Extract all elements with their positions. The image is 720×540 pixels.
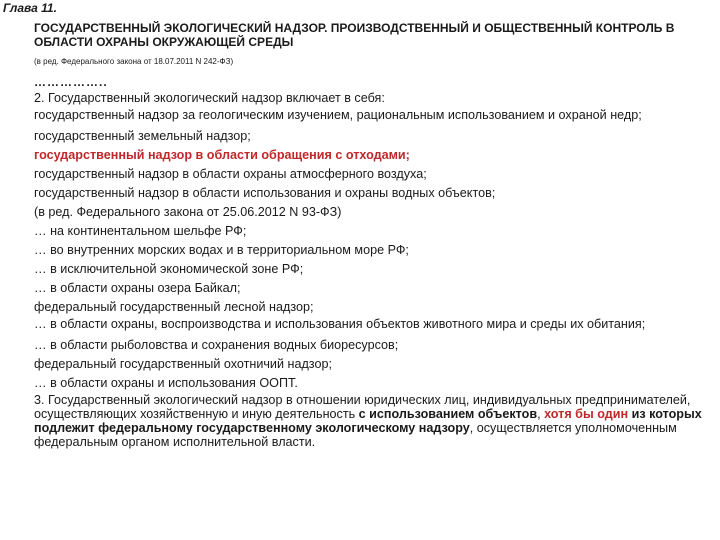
final-text: 3. Государственный экологический надзор в отношении юридических лиц, индивидуальных предпринимателей, осуществляющих хозяйственную и иную деятельность — [34, 393, 691, 421]
body-line: … на континентальном шельфе РФ; — [34, 224, 247, 238]
body-line: (в ред. Федерального закона от 25.06.2012 N 93-ФЗ) — [34, 205, 342, 219]
body-line: … во внутренних морских водах и в территориальном море РФ; — [34, 243, 409, 257]
highlighted-line-waste: государственный надзор в области обращения с отходами; — [34, 148, 410, 162]
body-line: … в области охраны, воспроизводства и использования объектов животного мира и среды их обитания; — [34, 317, 646, 331]
body-line: государственный земельный надзор; — [34, 129, 251, 143]
ellipsis-placeholder: …………….. — [34, 75, 108, 89]
redaction-note: (в ред. Федерального закона от 18.07.2011 N 242-ФЗ) — [34, 57, 234, 66]
body-line: государственный надзор в области использования и охраны водных объектов; — [34, 186, 496, 200]
final-bold-federal-supervision: из которых подлежит федеральному государственному экологическому надзору — [34, 407, 702, 435]
document-body — [34, 89, 714, 454]
final-text: , осуществляется уполномоченным федеральным органом исполнительной власти. — [34, 421, 677, 449]
chapter-heading: ГОСУДАРСТВЕННЫЙ ЭКОЛОГИЧЕСКИЙ НАДЗОР. ПРОИЗВОДСТВЕННЫЙ И ОБЩЕСТВЕННЫЙ КОНТРОЛЬ В ОБЛАСТИ ОХРАНЫ ОКРУЖАЮЩЕЙ СРЕДЫ — [34, 21, 675, 49]
chapter-label: Глава 11. — [3, 1, 57, 15]
body-line: федеральный государственный охотничий надзор; — [34, 357, 332, 371]
body-line: … в исключительной экономической зоне РФ; — [34, 262, 304, 276]
final-paragraph — [34, 393, 714, 449]
final-text: , — [537, 407, 545, 421]
final-bold-objects: с использованием объектов — [358, 407, 538, 421]
body-line: государственный надзор за геологическим изучением, рациональным использованием и охраной недр; — [34, 108, 642, 122]
body-line: … в области рыболовства и сохранения водных биоресурсов; — [34, 338, 399, 352]
body-line: государственный надзор в области охраны атмосферного воздуха; — [34, 167, 427, 181]
final-red-at-least-one: хотя бы один — [544, 407, 629, 421]
body-line: … в области охраны озера Байкал; — [34, 281, 241, 295]
body-line: … в области охраны и использования ООПТ. — [34, 376, 298, 390]
body-line: федеральный государственный лесной надзор; — [34, 300, 314, 314]
body-line: 2. Государственный экологический надзор включает в себя: — [34, 91, 385, 105]
